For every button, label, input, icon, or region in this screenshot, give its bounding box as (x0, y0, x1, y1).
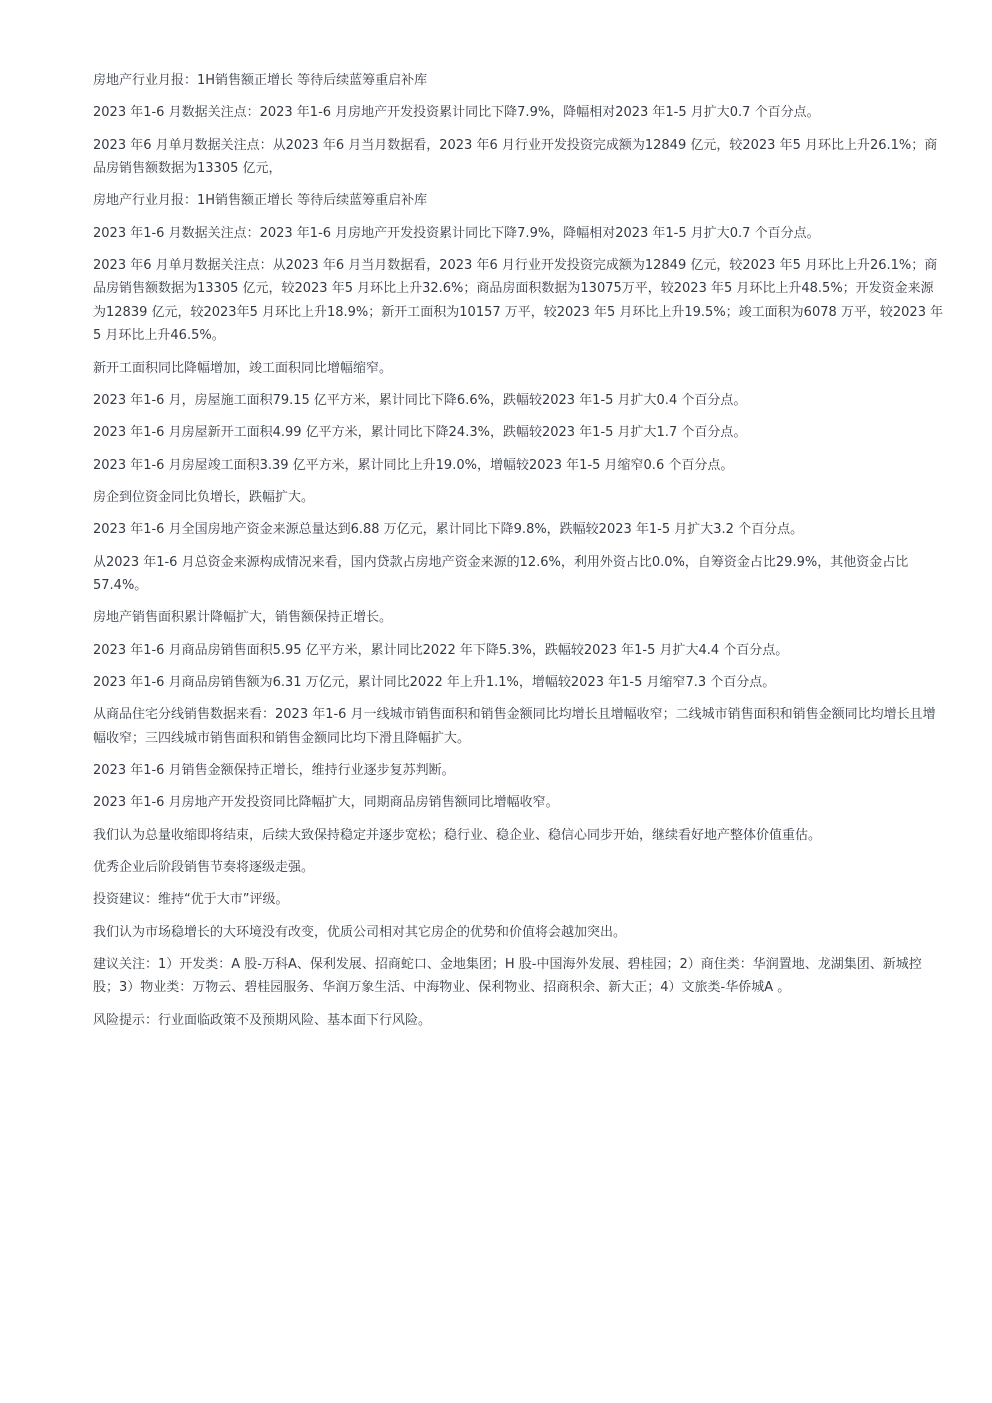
paragraph-market-view: 我们认为市场稳增长的大环境没有改变，优质公司相对其它房企的优势和价值将会越加突出。 (93, 924, 627, 940)
paragraph-recovery-judgement: 2023 年1-6 月销售金额保持正增长，维持行业逐步复苏判断。 (93, 763, 455, 779)
paragraph-sales-area: 2023 年1-6 月商品房销售面积5.95 亿平方米，累计同比2022 年下降5.3%，跌幅较2023 年1-5 月扩大4.4 个百分点。 (93, 642, 789, 658)
report-title-repeat: 房地产行业月报：1H销售额正增长 等待后续蓝筹重启补库 (93, 193, 428, 209)
paragraph-sales-heading: 房地产销售面积累计降幅扩大，销售额保持正增长。 (93, 610, 393, 626)
paragraph-h1-data-focus-repeat: 2023 年1-6 月数据关注点：2023 年1-6 月房地产开发投资累计同比下降7.9%，降幅相对2023 年1-5 月扩大0.7 个百分点。 (93, 225, 820, 241)
paragraph-completions: 2023 年1-6 月房屋竣工面积3.39 亿平方米，累计同比上升19.0%，增幅较2023 年1-5 月缩窄0.6 个百分点。 (93, 457, 734, 473)
paragraph-outlook: 我们认为总量收缩即将结束，后续大致保持稳定并逐步宽松；稳行业、稳企业、稳信心同步开始，继续看好地产整体价值重估。 (93, 827, 822, 843)
paragraph-investment-vs-sales: 2023 年1-6 月房地产开发投资同比降幅扩大，同期商品房销售额同比增幅收窄。 (93, 795, 559, 811)
paragraph-risk-warning: 风险提示：行业面临政策不及预期风险、基本面下行风险。 (93, 1012, 432, 1028)
paragraph-funding-heading: 房企到位资金同比负增长，跌幅扩大。 (93, 489, 315, 505)
paragraph-sales-rhythm: 优秀企业后阶段销售节奏将逐级走强。 (93, 859, 315, 875)
paragraph-construction-heading: 新开工面积同比降幅增加，竣工面积同比增幅缩窄。 (93, 360, 393, 376)
paragraph-city-tier-sales: 从商品住宅分线销售数据来看：2023 年1-6 月一线城市销售面积和销售金额同比均增长且增幅收窄；二线城市销售面积和销售金额同比均增长且增幅收窄；三四线城市销售面积和销售金额同比均下滑且降幅扩大。 (93, 707, 936, 746)
paragraph-sales-amount: 2023 年1-6 月商品房销售额为6.31 万亿元，累计同比2022 年上升1.1%，增幅较2023 年1-5 月缩窄7.3 个百分点。 (93, 674, 776, 690)
paragraph-new-starts: 2023 年1-6 月房屋新开工面积4.99 亿平方米，累计同比下降24.3%，跌幅较2023 年1-5 月扩大1.7 个百分点。 (93, 425, 747, 441)
paragraph-funding-total: 2023 年1-6 月全国房地产资金来源总量达到6.88 万亿元，累计同比下降9.8%，跌幅较2023 年1-5 月扩大3.2 个百分点。 (93, 522, 804, 538)
paragraph-investment-rating: 投资建议：维持“优于大市”评级。 (93, 892, 289, 908)
paragraph-recommendations: 建议关注：1）开发类：A 股-万科A、保利发展、招商蛇口、金地集团；H 股-中国海外发展、碧桂园；2）商住类：华润置地、龙湖集团、新城控股；3）物业类：万物云、碧桂园服务、华润万象生活、中海物业、保利物业、招商积余、新大正；4）文旅类-华侨城A 。 (93, 956, 922, 996)
document-page (93, 69, 945, 1041)
paragraph-h1-data-focus: 2023 年1-6 月数据关注点：2023 年1-6 月房地产开发投资累计同比下降7.9%，降幅相对2023 年1-5 月扩大0.7 个百分点。 (93, 105, 820, 121)
paragraph-construction-area: 2023 年1-6 月，房屋施工面积79.15 亿平方米，累计同比下降6.6%，跌幅较2023 年1-5 月扩大0.4 个百分点。 (93, 393, 747, 409)
paragraph-funding-structure: 从2023 年1-6 月总资金来源构成情况来看，国内贷款占房地产资金来源的12.6%，利用外资占比0.0%，自筹资金占比29.9%，其他资金占比57.4%。 (93, 554, 909, 594)
paragraph-june-data-focus: 2023 年6 月单月数据关注点：从2023 年6 月当月数据看，2023 年6 月行业开发投资完成额为12849 亿元，较2023 年5 月环比上升26.1%；商品房销售额数据为13305 亿元， (93, 137, 938, 177)
report-title: 房地产行业月报：1H销售额正增长 等待后续蓝筹重启补库 (93, 73, 428, 88)
paragraph-june-data-focus-full: 2023 年6 月单月数据关注点：从2023 年6 月当月数据看，2023 年6 月行业开发投资完成额为12849 亿元，较2023 年5 月环比上升26.1%；商品房销售额数据为13305 亿元，较2023 年5 月环比上升32.6%；商品房面积数据为13075万平，较2023 年5 月环比上升48.5%；开发资金来源为12839 亿元，较2023年5 月环比上升18.9%；新开工面积为10157 万平，较2023 年5 月环比上升19.5%；竣工面积为6078 万平，较2023 年5 月环比上升46.5%。 (93, 257, 944, 344)
